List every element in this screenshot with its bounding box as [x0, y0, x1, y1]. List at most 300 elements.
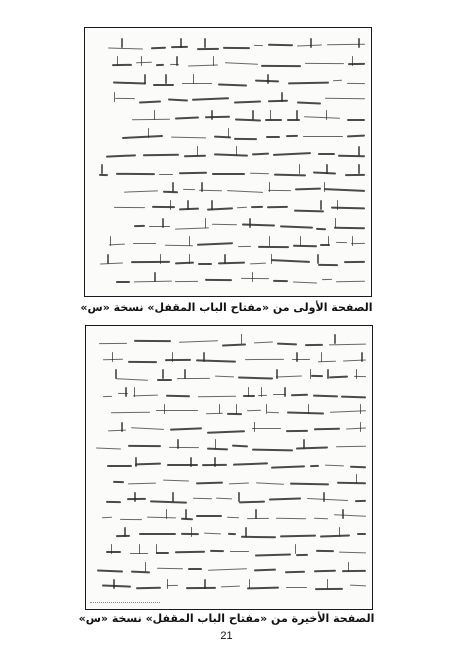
handwriting-stroke	[252, 428, 281, 429]
handwriting-stroke	[276, 518, 306, 520]
handwriting-stroke	[258, 395, 267, 397]
handwriting-stroke	[316, 550, 334, 552]
handwriting-stroke	[124, 527, 126, 537]
handwriting-stroke	[288, 81, 329, 84]
handwriting-stroke	[242, 224, 276, 227]
handwriting-stroke	[157, 379, 172, 381]
handwriting-stroke	[307, 498, 348, 501]
handwriting-stroke	[156, 552, 169, 554]
handwriting-stroke	[273, 280, 288, 282]
handwriting-stroke	[290, 483, 329, 486]
handwriting-stroke	[193, 498, 212, 500]
handwriting-stroke	[187, 200, 189, 210]
handwriting-stroke	[221, 585, 240, 587]
manuscript-handwriting	[91, 28, 365, 296]
handwriting-stroke	[251, 206, 263, 208]
handwriting-stroke	[196, 482, 223, 485]
handwriting-stroke	[320, 534, 350, 537]
handwriting-stroke	[113, 480, 124, 482]
handwriting-stroke	[303, 136, 343, 137]
handwriting-stroke	[197, 146, 199, 156]
handwriting-stroke	[286, 135, 298, 137]
handwriting-stroke	[249, 579, 251, 589]
handwriting-stroke	[228, 533, 236, 535]
handwriting-stroke	[320, 200, 322, 210]
handwriting-stroke	[133, 395, 158, 397]
handwriting-stroke	[292, 359, 310, 361]
handwriting-stroke	[167, 464, 198, 466]
handwriting-stroke	[360, 422, 362, 432]
handwriting-stroke	[175, 550, 206, 553]
handwriting-stroke	[135, 62, 151, 64]
handwriting-stroke	[338, 154, 365, 156]
handwriting-stroke	[165, 358, 191, 360]
handwriting-stroke	[239, 501, 265, 504]
handwriting-stroke	[156, 64, 164, 66]
handwriting-stroke	[156, 410, 198, 411]
handwriting-stroke	[350, 465, 366, 468]
handwriting-stroke	[313, 395, 338, 398]
handwriting-stroke	[177, 377, 210, 379]
handwriting-stroke	[166, 394, 190, 397]
handwriting-stroke	[285, 571, 305, 573]
handwriting-stroke	[286, 430, 308, 432]
handwriting-stroke	[183, 189, 195, 191]
handwriting-stroke	[347, 83, 365, 85]
handwriting-stroke	[250, 172, 269, 174]
handwriting-stroke	[250, 262, 266, 264]
handwriting-stroke	[317, 254, 319, 264]
handwriting-stroke	[296, 352, 298, 362]
handwriting-stroke	[99, 174, 109, 176]
handwriting-stroke	[125, 387, 127, 397]
handwriting-stroke	[284, 387, 286, 397]
handwriting-stroke	[207, 431, 245, 435]
handwriting-stroke	[280, 226, 313, 229]
handwriting-stroke	[336, 281, 365, 283]
handwriting-stroke	[334, 227, 365, 230]
handwriting-stroke	[134, 281, 172, 283]
handwriting-stroke	[347, 134, 365, 137]
handwriting-stroke	[112, 64, 132, 66]
handwriting-stroke	[352, 236, 354, 246]
handwriting-stroke	[236, 404, 238, 414]
handwriting-stroke	[204, 38, 206, 48]
handwriting-stroke	[280, 534, 316, 537]
page-number: 21	[220, 630, 233, 642]
handwriting-stroke	[165, 74, 167, 84]
handwriting-stroke	[234, 101, 261, 104]
handwriting-stroke	[132, 119, 170, 121]
handwriting-stroke	[286, 587, 307, 589]
handwriting-stroke	[106, 501, 121, 503]
handwriting-stroke	[325, 98, 365, 100]
handwriting-stroke	[287, 119, 300, 121]
handwriting-stroke	[237, 206, 247, 208]
handwriting-stroke	[154, 272, 156, 282]
handwriting-stroke	[267, 411, 279, 413]
handwriting-stroke	[324, 182, 326, 192]
handwriting-stroke	[176, 56, 178, 66]
handwriting-stroke	[162, 369, 164, 379]
handwriting-stroke	[345, 174, 365, 176]
handwriting-stroke	[175, 117, 199, 120]
handwriting-stroke	[258, 245, 289, 247]
handwriting-stroke	[291, 394, 308, 396]
handwriting-stroke	[203, 352, 205, 362]
handwriting-stroke	[135, 463, 161, 466]
handwriting-stroke	[267, 74, 269, 84]
handwriting-stroke	[241, 334, 243, 344]
handwriting-stroke	[197, 48, 219, 50]
handwriting-stroke	[205, 279, 232, 281]
handwriting-stroke	[254, 341, 273, 343]
handwriting-stroke	[133, 243, 156, 244]
handwriting-stroke	[273, 152, 311, 156]
manuscript-image-first-page	[84, 27, 372, 297]
handwriting-stroke	[99, 343, 127, 345]
handwriting-stroke	[247, 518, 270, 520]
handwriting-stroke	[154, 110, 156, 120]
handwriting-stroke	[122, 135, 163, 139]
handwriting-stroke	[277, 343, 298, 346]
handwriting-stroke	[184, 155, 206, 158]
handwriting-stroke	[316, 227, 326, 229]
handwriting-stroke	[143, 154, 179, 156]
handwriting-stroke	[159, 174, 173, 176]
handwriting-stroke	[360, 404, 362, 414]
handwriting-stroke	[131, 427, 164, 430]
handwriting-stroke	[254, 422, 256, 432]
handwriting-stroke	[336, 242, 347, 244]
handwriting-stroke	[212, 173, 245, 175]
handwriting-stroke	[121, 38, 123, 48]
handwriting-stroke	[267, 206, 288, 208]
handwriting-stroke	[324, 188, 365, 192]
handwriting-stroke	[192, 97, 229, 100]
handwriting-stroke	[293, 281, 317, 284]
handwriting-stroke	[304, 117, 340, 120]
handwriting-stroke	[147, 517, 176, 519]
handwriting-stroke	[106, 154, 136, 157]
handwriting-stroke	[172, 492, 174, 502]
handwriting-stroke	[128, 361, 157, 363]
handwriting-stroke	[216, 498, 232, 500]
handwriting-stroke	[234, 138, 257, 140]
handwriting-stroke	[126, 498, 145, 500]
library-stamp	[90, 588, 160, 603]
handwriting-stroke	[232, 462, 267, 465]
handwriting-stroke	[196, 515, 222, 517]
handwriting-stroke	[218, 261, 245, 264]
figure-caption-last: الصفحة الأخيرة من «مفتاح الباب المقفل» نسخة «س»	[78, 612, 375, 625]
handwriting-stroke	[134, 224, 145, 226]
handwriting-stroke	[310, 465, 319, 467]
handwriting-stroke	[97, 570, 123, 573]
handwriting-stroke	[299, 164, 301, 174]
handwriting-stroke	[156, 544, 158, 554]
handwriting-stroke	[271, 259, 310, 263]
handwriting-stroke	[269, 497, 301, 500]
handwriting-stroke	[252, 448, 293, 451]
handwriting-stroke	[346, 428, 366, 430]
handwriting-stroke	[241, 278, 269, 280]
handwriting-stroke	[215, 376, 234, 378]
figure-caption-first: الصفحة الأولى من «مفتاح الباب المقفل» نسخة «س»	[80, 301, 373, 314]
handwriting-stroke	[197, 242, 233, 245]
handwriting-stroke	[254, 45, 263, 47]
handwriting-stroke	[266, 136, 280, 138]
handwriting-stroke	[111, 411, 150, 413]
handwriting-stroke	[100, 263, 123, 265]
handwriting-stroke	[139, 533, 176, 535]
handwriting-stroke	[334, 334, 336, 344]
handwriting-stroke	[247, 410, 261, 412]
handwriting-stroke	[106, 551, 121, 553]
handwriting-stroke	[117, 56, 119, 66]
handwriting-stroke	[295, 544, 297, 554]
handwriting-stroke	[247, 587, 279, 590]
handwriting-stroke	[355, 500, 366, 502]
handwriting-stroke	[305, 343, 323, 345]
handwriting-stroke	[120, 519, 142, 521]
handwriting-stroke	[181, 518, 193, 521]
handwriting-stroke	[101, 164, 103, 174]
handwriting-stroke	[113, 81, 146, 84]
handwriting-stroke	[169, 447, 199, 449]
handwriting-stroke	[141, 56, 143, 66]
handwriting-stroke	[116, 173, 155, 175]
handwriting-stroke	[168, 99, 188, 102]
handwriting-stroke	[358, 38, 360, 48]
handwriting-stroke	[128, 483, 156, 485]
handwriting-stroke	[167, 579, 169, 589]
handwriting-stroke	[172, 352, 174, 362]
handwriting-stroke	[351, 243, 365, 245]
handwriting-stroke	[348, 63, 365, 65]
handwriting-stroke	[103, 396, 112, 398]
handwriting-stroke	[204, 579, 206, 589]
handwriting-stroke	[163, 480, 189, 482]
handwriting-stroke	[207, 448, 228, 451]
handwriting-stroke	[96, 447, 121, 449]
handwriting-stroke	[238, 246, 251, 248]
handwriting-stroke	[271, 466, 305, 469]
handwriting-stroke	[212, 224, 237, 226]
handwriting-stroke	[256, 482, 284, 485]
handwriting-stroke	[144, 74, 146, 84]
handwriting-stroke	[170, 200, 172, 210]
handwriting-stroke	[323, 492, 325, 502]
handwriting-stroke	[305, 63, 344, 65]
handwriting-stroke	[118, 393, 128, 395]
handwriting-stroke	[163, 191, 178, 194]
handwriting-stroke	[350, 585, 366, 587]
handwriting-stroke	[205, 116, 230, 118]
handwriting-stroke	[170, 427, 202, 430]
handwriting-stroke	[227, 412, 242, 414]
handwriting-stroke	[179, 340, 218, 343]
handwriting-stroke	[185, 509, 187, 519]
handwriting-stroke	[206, 413, 223, 415]
handwriting-stroke	[293, 245, 317, 248]
handwriting-stroke	[107, 465, 132, 467]
handwriting-stroke	[164, 404, 166, 414]
handwriting-stroke	[214, 153, 248, 156]
handwriting-stroke	[114, 207, 145, 209]
handwriting-stroke	[214, 457, 216, 467]
handwriting-stroke	[227, 190, 263, 193]
handwriting-stroke	[175, 281, 198, 283]
handwriting-stroke	[297, 101, 321, 104]
handwriting-stroke	[116, 281, 130, 283]
handwriting-stroke	[171, 137, 206, 139]
handwriting-stroke	[172, 182, 174, 192]
handwriting-stroke	[102, 517, 112, 519]
handwriting-stroke	[223, 47, 250, 49]
handwriting-stroke	[314, 428, 340, 431]
handwriting-stroke	[325, 465, 344, 467]
handwriting-stroke	[198, 262, 212, 264]
handwriting-stroke	[198, 396, 237, 398]
handwriting-stroke	[235, 118, 261, 121]
handwriting-stroke	[315, 588, 343, 590]
handwriting-stroke	[124, 190, 158, 193]
handwriting-stroke	[296, 110, 298, 120]
handwriting-stroke	[134, 340, 171, 342]
handwriting-stroke	[311, 375, 323, 377]
handwriting-stroke	[261, 65, 301, 67]
handwriting-stroke	[145, 562, 147, 572]
handwriting-stroke	[128, 445, 161, 447]
handwriting-stroke	[228, 128, 230, 138]
handwriting-stroke	[184, 369, 186, 379]
handwriting-stroke	[186, 587, 216, 589]
handwriting-stroke	[252, 153, 270, 156]
handwriting-stroke	[211, 110, 213, 120]
handwriting-stroke	[162, 218, 164, 228]
handwriting-stroke	[356, 369, 358, 379]
handwriting-stroke	[276, 369, 278, 379]
handwriting-stroke	[255, 509, 257, 519]
handwriting-stroke	[296, 446, 328, 449]
handwriting-stroke	[296, 554, 308, 556]
handwriting-stroke	[109, 244, 125, 246]
handwriting-stroke	[153, 84, 174, 86]
handwriting-stroke	[276, 375, 302, 377]
handwriting-stroke	[218, 83, 247, 86]
handwriting-stroke	[255, 553, 291, 556]
handwriting-stroke	[361, 352, 363, 362]
handwriting-stroke	[157, 568, 183, 570]
handwriting-stroke	[188, 568, 202, 570]
handwriting-stroke	[180, 38, 182, 48]
handwriting-stroke	[175, 227, 209, 230]
handwriting-stroke	[297, 44, 322, 46]
handwriting-stroke	[303, 439, 305, 449]
handwriting-stroke	[204, 533, 221, 535]
handwriting-stroke	[322, 279, 332, 281]
handwriting-stroke	[326, 164, 328, 174]
handwriting-stroke	[238, 492, 240, 502]
handwriting-stroke	[352, 56, 354, 66]
handwriting-stroke	[269, 236, 271, 246]
handwriting-stroke	[245, 527, 247, 537]
handwriting-stroke	[334, 514, 366, 517]
handwriting-stroke	[131, 570, 150, 573]
handwriting-stroke	[150, 500, 187, 503]
handwriting-stroke	[294, 210, 324, 213]
handwriting-stroke	[337, 482, 366, 485]
handwriting-stroke	[225, 62, 258, 65]
handwriting-stroke	[358, 146, 360, 156]
handwriting-stroke	[314, 570, 336, 573]
handwriting-stroke	[211, 200, 213, 210]
handwriting-stroke	[347, 119, 365, 121]
handwriting-stroke	[342, 509, 344, 519]
handwriting-stroke	[336, 446, 366, 448]
handwriting-stroke	[313, 171, 336, 174]
handwriting-stroke	[252, 110, 254, 120]
handwriting-stroke	[232, 445, 248, 448]
handwriting-stroke	[268, 44, 293, 47]
handwriting-stroke	[221, 343, 245, 346]
handwriting-stroke	[115, 98, 135, 100]
handwriting-stroke	[103, 359, 123, 361]
handwriting-stroke	[151, 46, 166, 49]
manuscript-image-last-page	[85, 325, 373, 610]
handwriting-stroke	[182, 83, 212, 84]
handwriting-stroke	[329, 375, 348, 378]
handwriting-stroke	[326, 110, 328, 120]
handwriting-stroke	[342, 570, 366, 572]
handwriting-stroke	[116, 535, 130, 537]
handwriting-stroke	[175, 262, 194, 265]
handwriting-stroke	[134, 492, 136, 502]
handwriting-stroke	[314, 517, 328, 519]
handwriting-stroke	[224, 254, 226, 264]
handwriting-stroke	[327, 369, 329, 379]
handwriting-stroke	[268, 190, 291, 192]
handwriting-stroke	[310, 38, 312, 48]
handwriting-stroke	[287, 411, 324, 414]
handwriting-stroke	[281, 92, 283, 102]
handwriting-stroke	[238, 377, 273, 380]
handwriting-stroke	[167, 585, 178, 587]
handwriting-stroke	[121, 422, 123, 432]
handwriting-stroke	[265, 119, 282, 121]
handwriting-stroke	[274, 173, 306, 176]
handwriting-stroke	[318, 263, 338, 265]
handwriting-stroke	[131, 260, 170, 262]
handwriting-stroke	[268, 100, 288, 103]
manuscript-handwriting	[92, 326, 366, 609]
handwriting-stroke	[201, 182, 203, 192]
handwriting-stroke	[327, 579, 329, 589]
handwriting-stroke	[108, 47, 144, 50]
handwriting-stroke	[108, 429, 126, 431]
handwriting-stroke	[333, 80, 342, 82]
handwriting-stroke	[339, 527, 341, 537]
handwriting-stroke	[190, 457, 192, 467]
handwriting-stroke	[344, 261, 365, 263]
handwriting-stroke	[358, 164, 360, 174]
handwriting-stroke	[219, 404, 221, 414]
handwriting-stroke	[208, 568, 247, 571]
handwriting-stroke	[229, 483, 249, 485]
handwriting-stroke	[230, 551, 249, 552]
handwriting-stroke	[139, 101, 161, 104]
